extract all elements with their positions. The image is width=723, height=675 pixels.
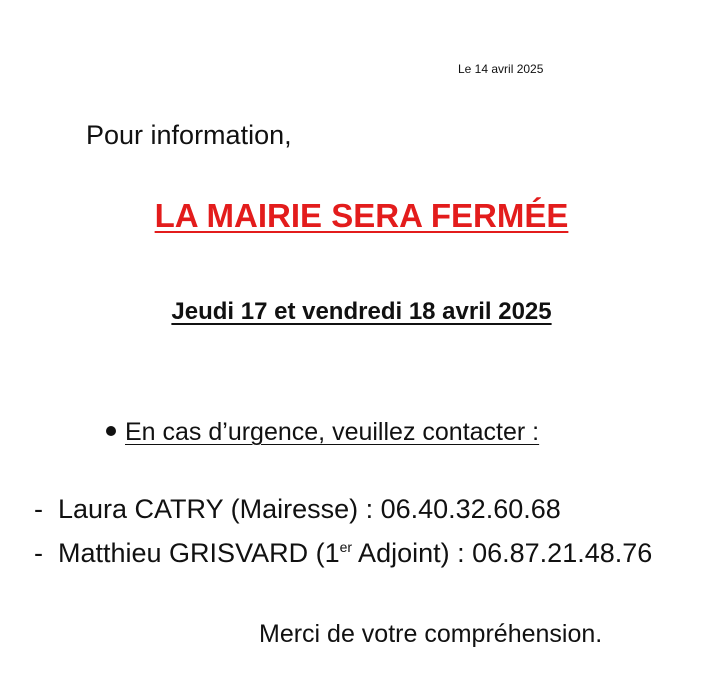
emergency-line (106, 418, 539, 447)
contact-item-mairesse (34, 490, 652, 528)
list-dash: - (34, 494, 43, 524)
bullet-icon (106, 426, 116, 436)
contact-text-end: Adjoint) : 06.87.21.48.76 (352, 538, 653, 568)
contact-item-adjoint (34, 528, 652, 572)
contact-list (34, 490, 652, 572)
closure-dates: Jeudi 17 et vendredi 18 avril 2025 (171, 298, 552, 325)
ordinal-superscript: er (339, 539, 353, 555)
contact-text: Laura CATRY (Mairesse) : 06.40.32.60.68 (58, 494, 561, 524)
thanks-text: Merci de votre compréhension. (259, 620, 603, 648)
emergency-text: En cas d’urgence, veuillez contacter : (125, 418, 540, 446)
contact-text-start: Matthieu GRISVARD (1 (58, 538, 340, 568)
intro-text: Pour information, (86, 120, 292, 150)
closure-headline: LA MAIRIE SERA FERMÉE (154, 197, 569, 234)
list-dash: - (34, 538, 43, 568)
notice-date: Le 14 avril 2025 (458, 62, 544, 76)
